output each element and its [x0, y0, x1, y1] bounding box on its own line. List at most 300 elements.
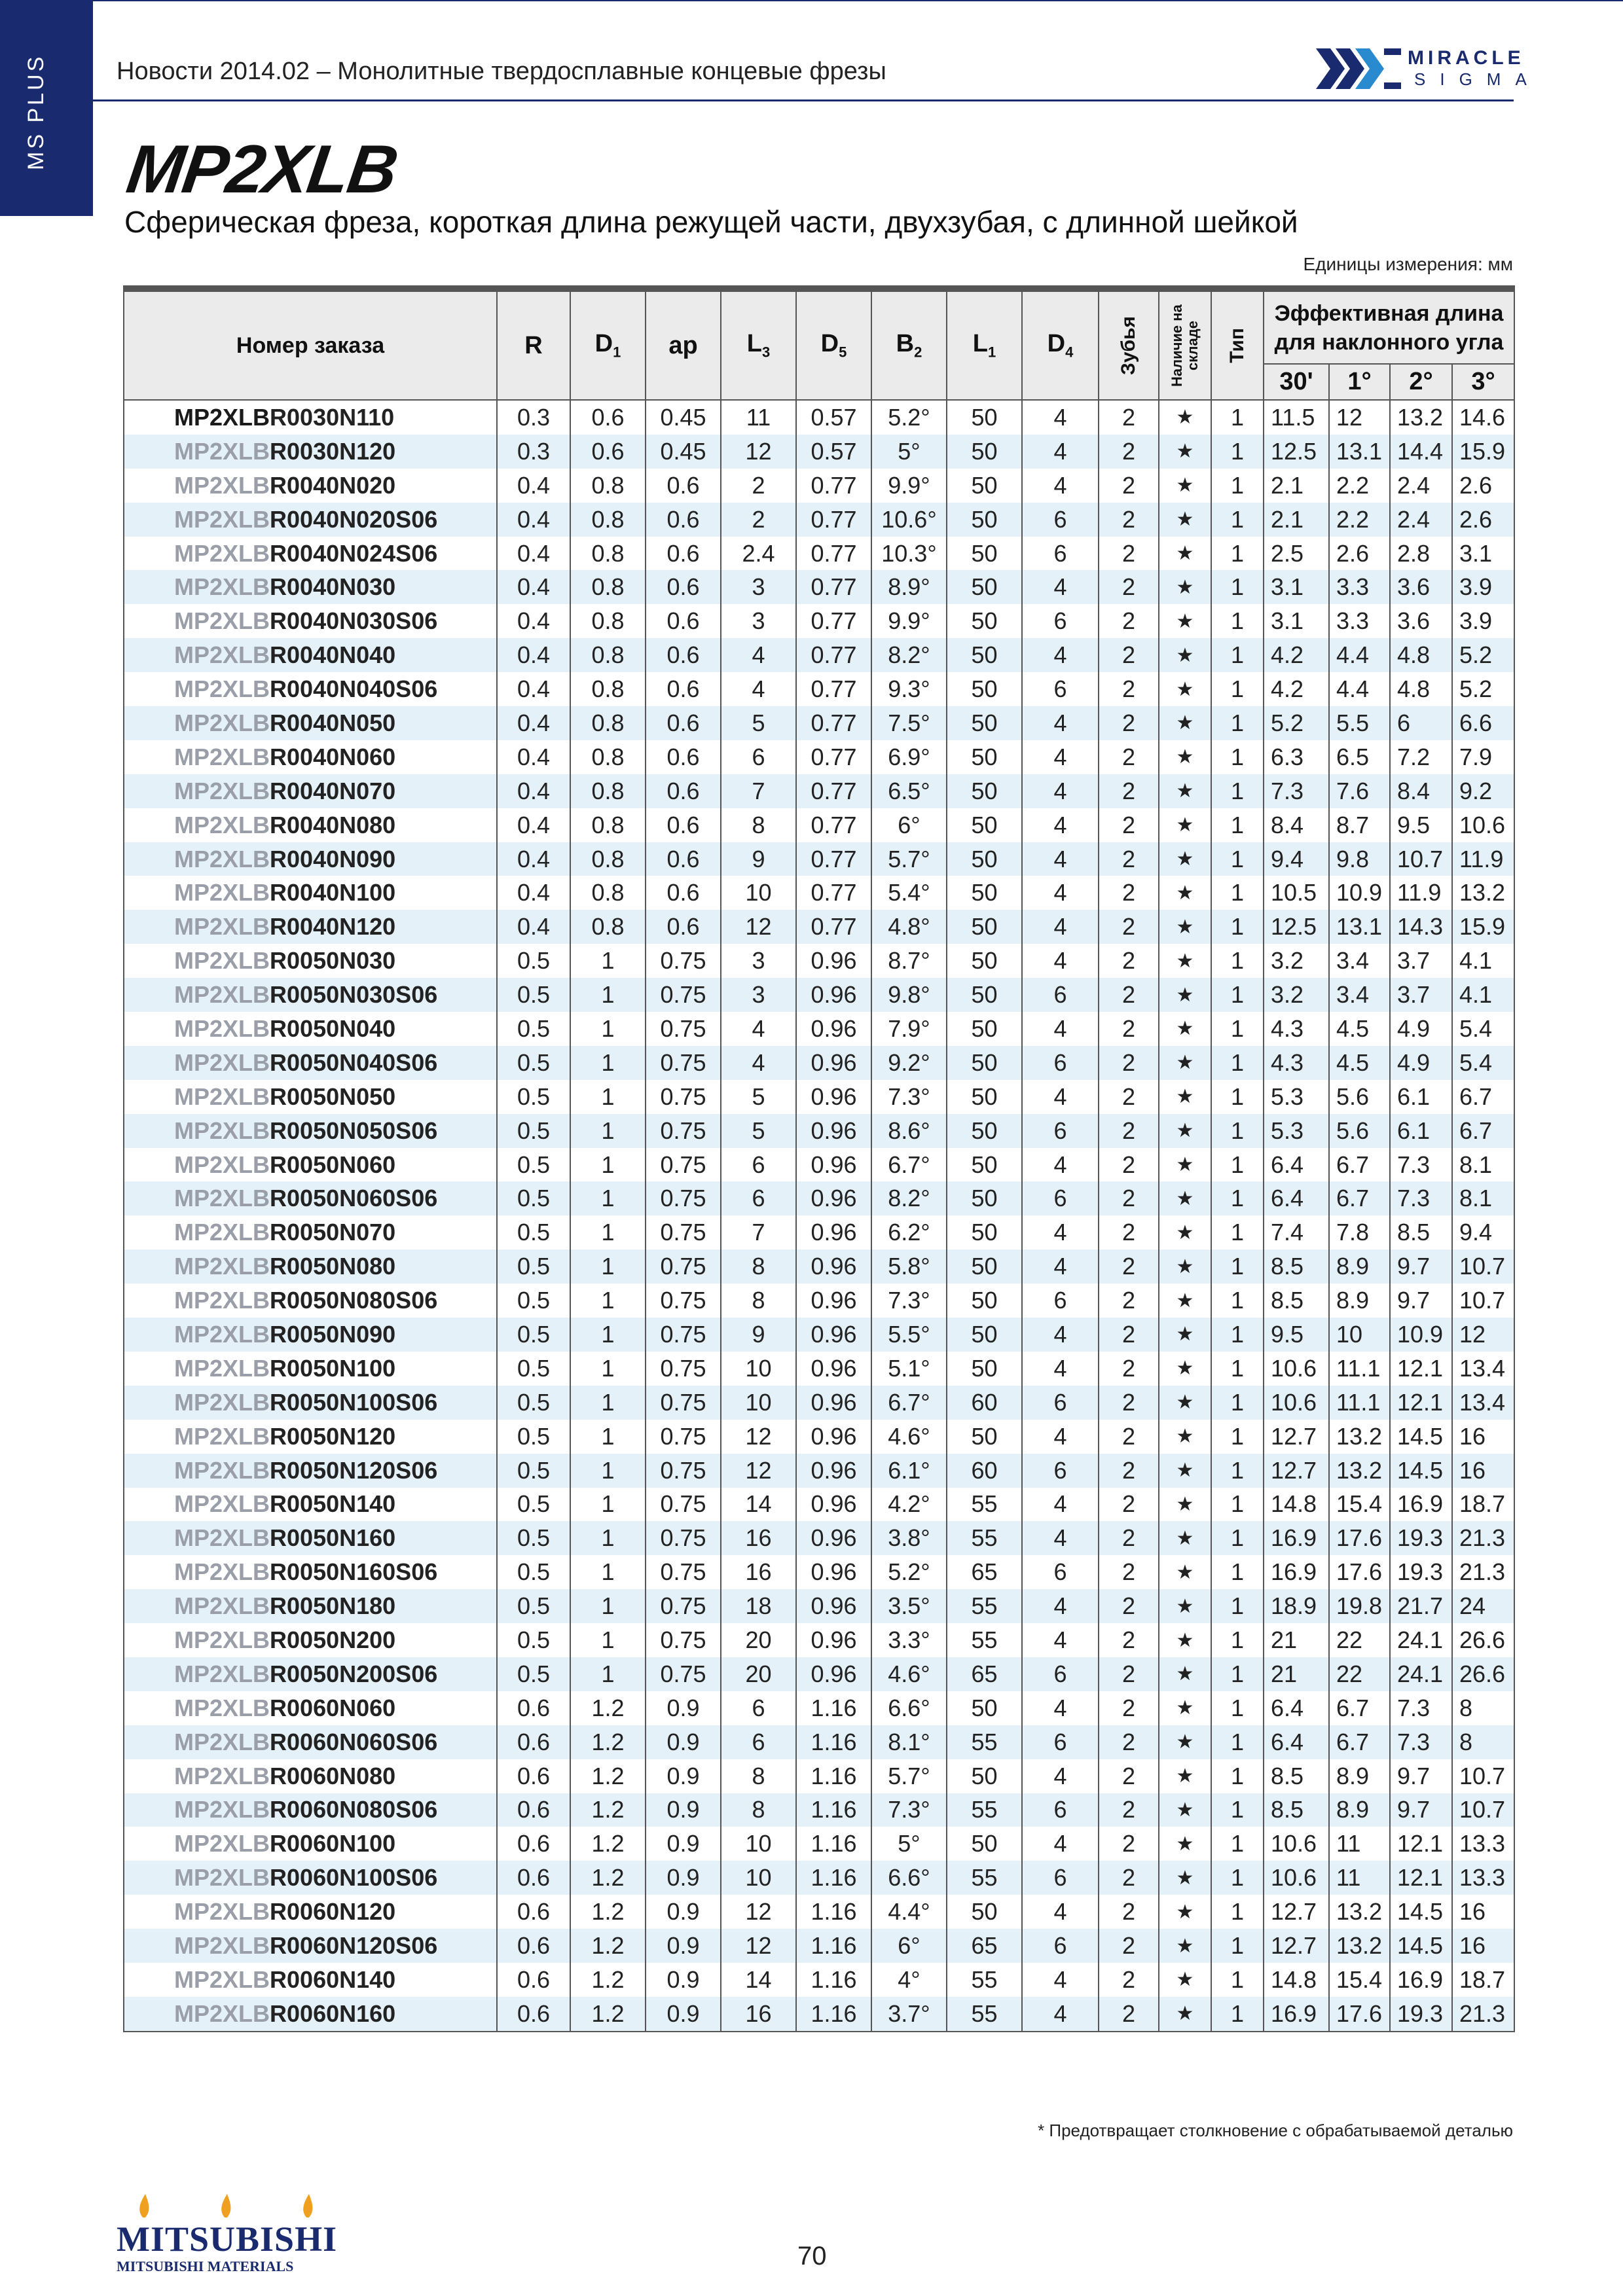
cell-eff-2deg: 8.4 — [1390, 774, 1452, 808]
cell-eff-3deg: 16 — [1452, 1454, 1514, 1488]
cell-d1: 1 — [570, 1249, 646, 1283]
cell-eff-1deg: 17.6 — [1329, 1997, 1390, 2032]
order-code: R0050N080 — [270, 1253, 396, 1280]
cell-teeth: 2 — [1099, 1793, 1159, 1827]
cell-r: 0.5 — [497, 1386, 570, 1420]
cell-teeth: 2 — [1099, 1657, 1159, 1691]
cell-order-number — [124, 1181, 497, 1215]
cell-ap: 0.75 — [646, 1181, 721, 1215]
cell-eff-2deg: 10.7 — [1390, 842, 1452, 876]
cell-d5: 0.96 — [796, 1555, 871, 1589]
cell-l1: 50 — [947, 638, 1022, 672]
cell-eff-1deg: 11.1 — [1329, 1352, 1390, 1386]
cell-b2: 8.2° — [871, 1181, 947, 1215]
order-code: R0050N090 — [270, 1320, 396, 1348]
cell-b2: 5.5° — [871, 1318, 947, 1352]
cell-eff-30min: 12.7 — [1264, 1454, 1329, 1488]
cell-stock: ★ — [1159, 1114, 1211, 1148]
table-row — [124, 1657, 1514, 1691]
cell-l1: 50 — [947, 1691, 1022, 1725]
cell-d4: 4 — [1022, 706, 1099, 740]
cell-type: 1 — [1211, 1691, 1264, 1725]
cell-eff-2deg: 4.8 — [1390, 638, 1452, 672]
cell-b2: 3.8° — [871, 1521, 947, 1555]
cell-teeth: 2 — [1099, 604, 1159, 638]
cell-l1: 55 — [947, 1861, 1022, 1895]
cell-l3: 11 — [721, 400, 796, 435]
order-code: R0050N040S06 — [270, 1049, 438, 1076]
cell-eff-2deg: 19.3 — [1390, 1997, 1452, 2032]
cell-d4: 4 — [1022, 774, 1099, 808]
cell-eff-3deg: 16 — [1452, 1929, 1514, 1963]
cell-d4: 4 — [1022, 469, 1099, 503]
cell-order-number — [124, 1793, 497, 1827]
cell-order-number — [124, 1691, 497, 1725]
cell-eff-30min: 12.5 — [1264, 910, 1329, 944]
cell-stock: ★ — [1159, 400, 1211, 435]
cell-r: 0.4 — [497, 808, 570, 842]
cell-type: 1 — [1211, 1148, 1264, 1182]
cell-eff-1deg: 4.4 — [1329, 672, 1390, 706]
cell-order-number — [124, 1283, 497, 1318]
cell-d5: 0.96 — [796, 978, 871, 1012]
cell-eff-1deg: 22 — [1329, 1623, 1390, 1657]
cell-d4: 4 — [1022, 638, 1099, 672]
cell-stock: ★ — [1159, 1725, 1211, 1759]
table-row — [124, 1283, 1514, 1318]
cell-type: 1 — [1211, 774, 1264, 808]
cell-r: 0.6 — [497, 1725, 570, 1759]
cell-d4: 6 — [1022, 1861, 1099, 1895]
cell-r: 0.6 — [497, 1793, 570, 1827]
cell-d5: 0.96 — [796, 1352, 871, 1386]
order-prefix: MP2XLB — [174, 1898, 270, 1926]
cell-order-number — [124, 1420, 497, 1454]
cell-b2: 5.7° — [871, 842, 947, 876]
cell-ap: 0.75 — [646, 1046, 721, 1080]
order-prefix: MP2XLB — [174, 845, 270, 872]
cell-d5: 0.77 — [796, 740, 871, 774]
cell-type: 1 — [1211, 1318, 1264, 1352]
cell-eff-1deg: 7.8 — [1329, 1215, 1390, 1249]
cell-r: 0.3 — [497, 435, 570, 469]
cell-eff-2deg: 6.1 — [1390, 1114, 1452, 1148]
cell-order-number — [124, 1080, 497, 1114]
cell-stock: ★ — [1159, 1861, 1211, 1895]
cell-eff-30min: 14.8 — [1264, 1963, 1329, 1997]
cell-r: 0.4 — [497, 706, 570, 740]
cell-l3: 20 — [721, 1657, 796, 1691]
cell-order-number — [124, 876, 497, 910]
cell-type: 1 — [1211, 1759, 1264, 1793]
cell-l3: 4 — [721, 1012, 796, 1046]
cell-d4: 4 — [1022, 876, 1099, 910]
cell-type: 1 — [1211, 1080, 1264, 1114]
cell-eff-1deg: 6.7 — [1329, 1691, 1390, 1725]
order-prefix: MP2XLB — [174, 437, 270, 465]
cell-eff-2deg: 4.9 — [1390, 1012, 1452, 1046]
cell-stock: ★ — [1159, 910, 1211, 944]
cell-eff-3deg: 6.6 — [1452, 706, 1514, 740]
cell-d4: 4 — [1022, 435, 1099, 469]
cell-eff-1deg: 2.2 — [1329, 503, 1390, 537]
cell-d5: 1.16 — [796, 1861, 871, 1895]
cell-d1: 1 — [570, 1352, 646, 1386]
logo-miracle: MIRACLE — [1408, 47, 1525, 69]
cell-d4: 6 — [1022, 1793, 1099, 1827]
cell-b2: 8.2° — [871, 638, 947, 672]
cell-l1: 50 — [947, 1895, 1022, 1929]
cell-eff-30min: 12.7 — [1264, 1420, 1329, 1454]
cell-type: 1 — [1211, 672, 1264, 706]
cell-eff-3deg: 6.7 — [1452, 1080, 1514, 1114]
cell-type: 1 — [1211, 503, 1264, 537]
cell-type: 1 — [1211, 1215, 1264, 1249]
cell-b2: 10.6° — [871, 503, 947, 537]
cell-type: 1 — [1211, 1521, 1264, 1555]
cell-d1: 0.8 — [570, 638, 646, 672]
cell-d4: 4 — [1022, 1012, 1099, 1046]
order-prefix: MP2XLB — [174, 1694, 270, 1721]
table-row — [124, 1623, 1514, 1657]
table-row — [124, 740, 1514, 774]
order-code: R0030N120 — [270, 437, 396, 465]
cell-l1: 55 — [947, 1725, 1022, 1759]
cell-d5: 0.77 — [796, 570, 871, 604]
cell-l1: 50 — [947, 774, 1022, 808]
cell-order-number — [124, 1657, 497, 1691]
cell-type: 1 — [1211, 910, 1264, 944]
cell-type: 1 — [1211, 1352, 1264, 1386]
cell-order-number — [124, 1454, 497, 1488]
order-prefix: MP2XLB — [174, 777, 270, 804]
cell-d1: 1.2 — [570, 1793, 646, 1827]
cell-order-number — [124, 469, 497, 503]
table-row — [124, 672, 1514, 706]
cell-d4: 4 — [1022, 1318, 1099, 1352]
cell-teeth: 2 — [1099, 1215, 1159, 1249]
cell-stock: ★ — [1159, 1895, 1211, 1929]
cell-order-number — [124, 842, 497, 876]
cell-d4: 4 — [1022, 1827, 1099, 1861]
cell-ap: 0.6 — [646, 740, 721, 774]
cell-b2: 7.3° — [871, 1283, 947, 1318]
table-row — [124, 1080, 1514, 1114]
cell-d1: 1 — [570, 1657, 646, 1691]
cell-ap: 0.75 — [646, 1488, 721, 1522]
cell-ap: 0.45 — [646, 400, 721, 435]
table-row — [124, 570, 1514, 604]
cell-d1: 0.6 — [570, 400, 646, 435]
cell-d5: 0.77 — [796, 638, 871, 672]
cell-l3: 8 — [721, 1793, 796, 1827]
table-row — [124, 1114, 1514, 1148]
cell-order-number — [124, 537, 497, 571]
cell-eff-2deg: 7.2 — [1390, 740, 1452, 774]
table-row — [124, 1759, 1514, 1793]
order-prefix: MP2XLB — [174, 1151, 270, 1178]
cell-eff-2deg: 3.6 — [1390, 570, 1452, 604]
cell-r: 0.5 — [497, 944, 570, 978]
cell-ap: 0.9 — [646, 1997, 721, 2032]
cell-ap: 0.6 — [646, 672, 721, 706]
cell-d1: 1 — [570, 1623, 646, 1657]
cell-d5: 1.16 — [796, 1963, 871, 1997]
cell-d1: 0.8 — [570, 570, 646, 604]
table-row — [124, 1386, 1514, 1420]
order-prefix: MP2XLB — [174, 1932, 270, 1960]
cell-l1: 55 — [947, 1589, 1022, 1623]
cell-eff-30min: 6.4 — [1264, 1181, 1329, 1215]
cell-eff-30min: 10.6 — [1264, 1827, 1329, 1861]
cell-ap: 0.45 — [646, 435, 721, 469]
cell-l3: 3 — [721, 604, 796, 638]
cell-eff-3deg: 3.1 — [1452, 537, 1514, 571]
cell-b2: 9.3° — [871, 672, 947, 706]
cell-eff-3deg: 3.9 — [1452, 604, 1514, 638]
cell-l3: 12 — [721, 1420, 796, 1454]
cell-type: 1 — [1211, 740, 1264, 774]
cell-eff-1deg: 6.7 — [1329, 1148, 1390, 1182]
cell-eff-2deg: 3.7 — [1390, 944, 1452, 978]
cell-teeth: 2 — [1099, 1420, 1159, 1454]
cell-b2: 8.9° — [871, 570, 947, 604]
cell-eff-30min: 12.7 — [1264, 1895, 1329, 1929]
cell-r: 0.4 — [497, 638, 570, 672]
cell-eff-2deg: 6 — [1390, 706, 1452, 740]
cell-eff-1deg: 13.1 — [1329, 435, 1390, 469]
order-prefix: MP2XLB — [174, 1219, 270, 1246]
order-code: R0040N060 — [270, 743, 396, 770]
cell-d5: 0.96 — [796, 1318, 871, 1352]
cell-eff-2deg: 11.9 — [1390, 876, 1452, 910]
cell-eff-2deg: 7.3 — [1390, 1725, 1452, 1759]
cell-order-number — [124, 1759, 497, 1793]
cell-eff-2deg: 8.5 — [1390, 1215, 1452, 1249]
cell-type: 1 — [1211, 1386, 1264, 1420]
cell-b2: 4.8° — [871, 910, 947, 944]
order-prefix: MP2XLB — [174, 1524, 270, 1552]
cell-stock: ★ — [1159, 1215, 1211, 1249]
cell-stock: ★ — [1159, 1454, 1211, 1488]
cell-type: 1 — [1211, 1046, 1264, 1080]
cell-l1: 50 — [947, 876, 1022, 910]
top-rule — [0, 0, 1623, 1]
cell-l3: 2 — [721, 503, 796, 537]
mitsubishi-materials-wordmark: MITSUBISHI MATERIALS — [117, 2258, 294, 2274]
cell-order-number — [124, 435, 497, 469]
cell-l3: 4 — [721, 1046, 796, 1080]
cell-b2: 7.3° — [871, 1793, 947, 1827]
cell-teeth: 2 — [1099, 842, 1159, 876]
cell-eff-30min: 11.5 — [1264, 400, 1329, 435]
cell-l3: 10 — [721, 1352, 796, 1386]
cell-stock: ★ — [1159, 1046, 1211, 1080]
cell-type: 1 — [1211, 1181, 1264, 1215]
cell-ap: 0.75 — [646, 978, 721, 1012]
cell-stock: ★ — [1159, 774, 1211, 808]
cell-type: 1 — [1211, 1793, 1264, 1827]
order-code: R0050N050 — [270, 1083, 396, 1110]
cell-r: 0.6 — [497, 1963, 570, 1997]
cell-d5: 0.77 — [796, 876, 871, 910]
cell-eff-3deg: 2.6 — [1452, 503, 1514, 537]
cell-d5: 1.16 — [796, 1997, 871, 2032]
cell-b2: 5.4° — [871, 876, 947, 910]
cell-eff-3deg: 10.7 — [1452, 1759, 1514, 1793]
cell-stock: ★ — [1159, 435, 1211, 469]
cell-eff-3deg: 15.9 — [1452, 435, 1514, 469]
cell-eff-3deg: 13.3 — [1452, 1861, 1514, 1895]
cell-r: 0.5 — [497, 1318, 570, 1352]
order-code: R0050N080S06 — [270, 1287, 438, 1314]
order-code: R0060N080S06 — [270, 1796, 438, 1823]
cell-ap: 0.6 — [646, 604, 721, 638]
table-row — [124, 1488, 1514, 1522]
cell-d1: 0.8 — [570, 808, 646, 842]
cell-d1: 0.8 — [570, 672, 646, 706]
order-prefix: MP2XLB — [174, 1117, 270, 1144]
cell-eff-3deg: 6.7 — [1452, 1114, 1514, 1148]
cell-eff-1deg: 7.6 — [1329, 774, 1390, 808]
cell-stock: ★ — [1159, 570, 1211, 604]
cell-d4: 4 — [1022, 570, 1099, 604]
cell-l3: 5 — [721, 706, 796, 740]
cell-ap: 0.75 — [646, 1657, 721, 1691]
order-code: R0060N060S06 — [270, 1728, 438, 1755]
cell-stock: ★ — [1159, 638, 1211, 672]
cell-r: 0.3 — [497, 400, 570, 435]
cell-type: 1 — [1211, 1623, 1264, 1657]
cell-l1: 50 — [947, 1283, 1022, 1318]
cell-stock: ★ — [1159, 1386, 1211, 1420]
cell-type: 1 — [1211, 706, 1264, 740]
order-prefix: MP2XLB — [174, 1864, 270, 1892]
order-code: R0050N030 — [270, 947, 396, 975]
cell-eff-3deg: 8.1 — [1452, 1181, 1514, 1215]
cell-ap: 0.75 — [646, 1215, 721, 1249]
cell-ap: 0.6 — [646, 842, 721, 876]
cell-d5: 1.16 — [796, 1929, 871, 1963]
cell-d4: 4 — [1022, 1488, 1099, 1522]
cell-type: 1 — [1211, 1589, 1264, 1623]
cell-d1: 0.8 — [570, 537, 646, 571]
cell-l3: 12 — [721, 910, 796, 944]
order-code: R0040N020 — [270, 471, 396, 499]
cell-l3: 16 — [721, 1997, 796, 2032]
cell-eff-2deg: 13.2 — [1390, 400, 1452, 435]
cell-l3: 8 — [721, 1283, 796, 1318]
cell-stock: ★ — [1159, 1283, 1211, 1318]
cell-eff-2deg: 14.5 — [1390, 1454, 1452, 1488]
cell-eff-1deg: 4.4 — [1329, 638, 1390, 672]
cell-type: 1 — [1211, 469, 1264, 503]
cell-eff-1deg: 6.7 — [1329, 1725, 1390, 1759]
mitsubishi-logo — [117, 2193, 338, 2274]
table-body — [124, 400, 1514, 2032]
header-d4: $D_4$ — [1022, 289, 1099, 400]
cell-r: 0.5 — [497, 1352, 570, 1386]
cell-stock: ★ — [1159, 672, 1211, 706]
cell-r: 0.5 — [497, 1623, 570, 1657]
table-row — [124, 774, 1514, 808]
cell-eff-2deg: 12.1 — [1390, 1861, 1452, 1895]
cell-eff-30min: 14.8 — [1264, 1488, 1329, 1522]
cell-r: 0.4 — [497, 469, 570, 503]
cell-d5: 0.96 — [796, 1283, 871, 1318]
order-code: R0040N040 — [270, 641, 396, 669]
cell-type: 1 — [1211, 1929, 1264, 1963]
cell-d5: 0.96 — [796, 1249, 871, 1283]
cell-eff-3deg: 11.9 — [1452, 842, 1514, 876]
cell-l1: 50 — [947, 1148, 1022, 1182]
cell-eff-3deg: 13.4 — [1452, 1352, 1514, 1386]
cell-eff-30min: 3.1 — [1264, 570, 1329, 604]
table-row — [124, 1521, 1514, 1555]
cell-l3: 9 — [721, 1318, 796, 1352]
cell-eff-30min: 8.5 — [1264, 1759, 1329, 1793]
cell-r: 0.4 — [497, 774, 570, 808]
cell-r: 0.5 — [497, 1589, 570, 1623]
cell-d1: 1 — [570, 1114, 646, 1148]
cell-r: 0.4 — [497, 910, 570, 944]
cell-eff-3deg: 18.7 — [1452, 1488, 1514, 1522]
table-row — [124, 910, 1514, 944]
header-angle-30min: 30' — [1264, 364, 1329, 400]
table-row — [124, 944, 1514, 978]
cell-d5: 0.96 — [796, 1215, 871, 1249]
cell-stock: ★ — [1159, 1929, 1211, 1963]
order-code: R0060N060 — [270, 1694, 396, 1721]
cell-eff-1deg: 4.5 — [1329, 1012, 1390, 1046]
order-code: R0040N090 — [270, 845, 396, 872]
cell-eff-2deg: 3.6 — [1390, 604, 1452, 638]
cell-order-number — [124, 1861, 497, 1895]
cell-teeth: 2 — [1099, 672, 1159, 706]
cell-eff-3deg: 10.6 — [1452, 808, 1514, 842]
cell-eff-3deg: 5.2 — [1452, 672, 1514, 706]
order-code: R0050N120S06 — [270, 1456, 438, 1484]
cell-l3: 12 — [721, 1895, 796, 1929]
cell-eff-1deg: 11.1 — [1329, 1386, 1390, 1420]
header-rule — [93, 99, 1514, 101]
cell-l1: 50 — [947, 537, 1022, 571]
cell-eff-2deg: 12.1 — [1390, 1386, 1452, 1420]
cell-type: 1 — [1211, 1895, 1264, 1929]
cell-b2: 6° — [871, 808, 947, 842]
cell-l1: 50 — [947, 570, 1022, 604]
order-code: R0060N120S06 — [270, 1932, 438, 1960]
cell-l3: 4 — [721, 672, 796, 706]
cell-teeth: 2 — [1099, 1963, 1159, 1997]
cell-eff-3deg: 9.4 — [1452, 1215, 1514, 1249]
cell-stock: ★ — [1159, 1488, 1211, 1522]
cell-eff-30min: 3.2 — [1264, 944, 1329, 978]
cell-r: 0.5 — [497, 1046, 570, 1080]
cell-teeth: 2 — [1099, 435, 1159, 469]
table-row — [124, 1352, 1514, 1386]
cell-eff-2deg: 7.3 — [1390, 1181, 1452, 1215]
cell-l1: 55 — [947, 1793, 1022, 1827]
cell-eff-1deg: 8.9 — [1329, 1793, 1390, 1827]
cell-r: 0.5 — [497, 1283, 570, 1318]
cell-eff-3deg: 10.7 — [1452, 1249, 1514, 1283]
cell-type: 1 — [1211, 876, 1264, 910]
cell-eff-30min: 16.9 — [1264, 1997, 1329, 2032]
cell-d1: 1 — [570, 1420, 646, 1454]
cell-r: 0.4 — [497, 672, 570, 706]
cell-eff-30min: 12.5 — [1264, 435, 1329, 469]
